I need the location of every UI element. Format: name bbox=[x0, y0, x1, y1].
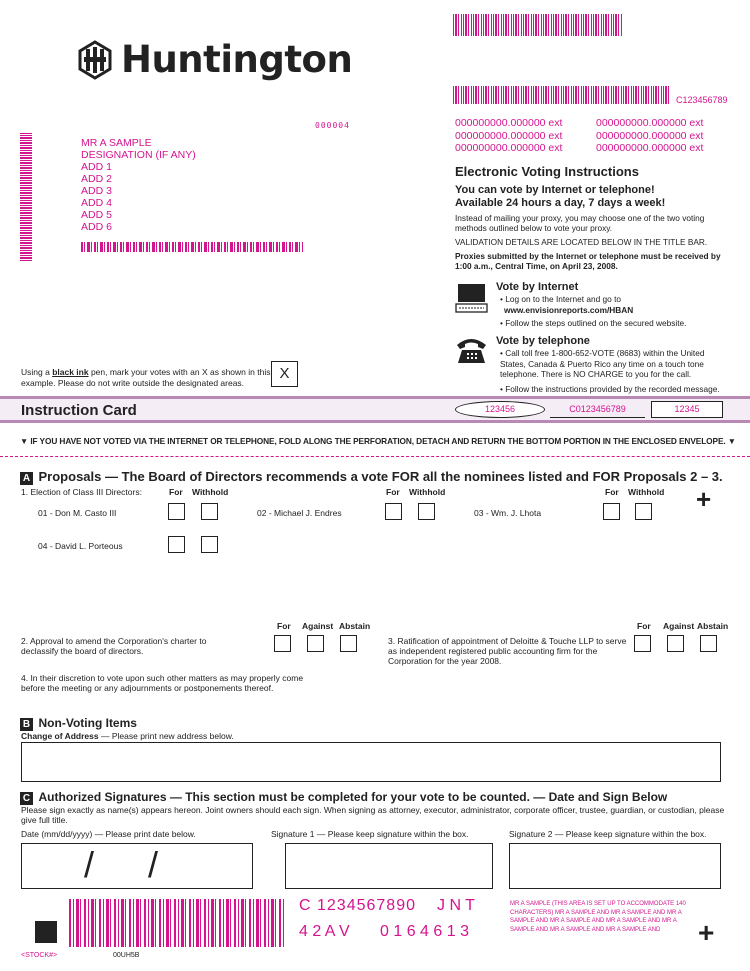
telephone-icon bbox=[455, 336, 488, 364]
date-field[interactable] bbox=[21, 843, 253, 889]
nominee-2: 02 - Michael J. Endres bbox=[257, 508, 342, 518]
p2-col-abstain: Abstain bbox=[339, 621, 371, 631]
brand-logo bbox=[75, 38, 352, 81]
p3-col-for: For bbox=[637, 621, 651, 631]
ink-note-post: pen, mark your votes with an X as shown in this example. Please do not write outside the designated areas. bbox=[21, 367, 271, 388]
title-code-box bbox=[550, 401, 645, 418]
title-code-oval bbox=[455, 401, 545, 418]
evi-para1: Instead of mailing your proxy, you may choose one of the two voting methods outlined below to vote your proxy. bbox=[455, 213, 705, 233]
date-slash-2: / bbox=[148, 844, 159, 885]
evi-line2: Available 24 hours a day, 7 days a week! bbox=[455, 197, 666, 209]
ext-number: 000000000.000000 ext bbox=[455, 129, 563, 142]
ink-note-pre: Using a bbox=[21, 367, 53, 377]
footer-code-1: C 1234567890 bbox=[299, 897, 416, 914]
ext-numbers-right bbox=[596, 117, 703, 155]
barcode-2 bbox=[453, 86, 669, 104]
nominee-3-withhold-checkbox[interactable] bbox=[635, 503, 652, 520]
nominee-4-for-checkbox[interactable] bbox=[168, 536, 185, 553]
proposal-2-for-checkbox[interactable] bbox=[274, 635, 291, 652]
proposal-4: 4. In their discretion to vote upon such other matters as may properly come before the meeting or any adjournments or postponements thereof. bbox=[21, 673, 304, 693]
address-line: ADD 2 bbox=[81, 173, 112, 185]
nominee-3-for-checkbox[interactable] bbox=[603, 503, 620, 520]
address-line: ADD 1 bbox=[81, 161, 112, 173]
proposal-3-abstain-checkbox[interactable] bbox=[700, 635, 717, 652]
section-c-instructions: Please sign exactly as name(s) appears hereon. Joint owners should each sign. When signing as attorney, executor, administrator, corporate officer, trustee, guardian, or custodian, please give full title. bbox=[21, 805, 725, 825]
internet-block bbox=[496, 281, 731, 328]
change-address-text: — Please print new address below. bbox=[98, 731, 234, 741]
internet-bullet-2: • Follow the steps outlined on the secured website. bbox=[500, 318, 687, 328]
proposal-2-against-checkbox[interactable] bbox=[307, 635, 324, 652]
col-withhold-3: Withhold bbox=[628, 487, 665, 497]
ext-number: 000000000.000000 ext bbox=[596, 142, 704, 154]
date-label: Date (mm/dd/yyyy) — Please print date below. bbox=[21, 829, 196, 839]
p3-col-against: Against bbox=[663, 621, 695, 631]
nominee-2-for-checkbox[interactable] bbox=[385, 503, 402, 520]
sig2-label: Signature 2 — Please keep signature within the box. bbox=[509, 829, 707, 839]
phone-bullet-1: • Call toll free 1-800-652-VOTE (8683) within the United States, Canada & Puerto Rico any time on a touch tone telephone. There is NO CHARGE to you for the call. bbox=[500, 348, 705, 379]
footer-barcode bbox=[69, 899, 284, 947]
ext-numbers-left bbox=[455, 117, 562, 155]
footer-code-jnt: J N T bbox=[437, 897, 475, 914]
footer-plus: + bbox=[698, 917, 715, 948]
nominee-1-withhold-checkbox[interactable] bbox=[201, 503, 218, 520]
title-label: Instruction Card bbox=[21, 402, 137, 419]
ext-number: 000000000.000000 ext bbox=[596, 117, 704, 129]
example-mark-box bbox=[271, 361, 298, 387]
title-bar bbox=[0, 396, 750, 430]
ink-note bbox=[21, 367, 271, 388]
ink-note-link: black ink bbox=[52, 367, 89, 377]
nominee-1: 01 - Don M. Casto III bbox=[38, 508, 117, 518]
nominee-3: 03 - Wm. J. Lhota bbox=[474, 508, 542, 518]
change-address-label bbox=[21, 731, 234, 741]
title-code-2: C0123456789 bbox=[569, 404, 626, 414]
ext-number: 000000000.000000 ext bbox=[455, 117, 563, 129]
address-line: DESIGNATION (IF ANY) bbox=[81, 149, 196, 161]
proposal-3: 3. Ratification of appointment of Deloitte & Touche LLP to serve as independent registered public accounting firm for the Corporation for the year 2008. bbox=[388, 636, 627, 666]
phone-block bbox=[496, 335, 731, 394]
ext-number: 000000000.000000 ext bbox=[455, 142, 563, 154]
date-slash-1: / bbox=[84, 844, 95, 885]
phone-bullet-2: • Follow the instructions provided by the recorded message. bbox=[500, 383, 720, 394]
seq-code: 000004 bbox=[315, 121, 350, 130]
p2-col-against: Against bbox=[302, 621, 334, 631]
evi-para3: Proxies submitted by the Internet or telephone must be received by 1:00 a.m., Central Time, on April 23, 2008. bbox=[455, 251, 721, 271]
brand-name: Huntington bbox=[121, 38, 353, 81]
plus-mark: + bbox=[696, 484, 712, 514]
p3-col-abstain: Abstain bbox=[697, 621, 729, 631]
election-label: 1. Election of Class III Directors: bbox=[21, 487, 142, 497]
postal-barcode bbox=[81, 242, 303, 252]
address-line: ADD 4 bbox=[81, 197, 112, 209]
footer-code-num: 0 1 6 4 6 1 3 bbox=[380, 923, 469, 940]
address-line: ADD 5 bbox=[81, 209, 112, 221]
section-a-title: Proposals — The Board of Directors recommends a vote FOR all the nominees listed and FOR Proposals 2 – 3. bbox=[38, 469, 723, 484]
address-line: ADD 3 bbox=[81, 185, 112, 197]
col-withhold-2: Withhold bbox=[409, 487, 446, 497]
proposal-2-abstain-checkbox[interactable] bbox=[340, 635, 357, 652]
evi-para2: VALIDATION DETAILS ARE LOCATED BELOW IN THE TITLE BAR. bbox=[455, 237, 708, 247]
internet-title: Vote by Internet bbox=[496, 281, 579, 293]
footer-sample-text: MR A SAMPLE (THIS AREA IS SET UP TO ACCOMMODATE 140 CHARACTERS) MR A SAMPLE AND MR A SAMPLE AND MR A SAMPLE AND MR A SAMPLE AND MR A SAMPLE AND MR A SAMPLE AND MR A SAMPLE AND MR A SAMPLE AND bbox=[510, 901, 686, 933]
section-c-title: Authorized Signatures — This section must be completed for your vote to be counted. — Date and Sign Below bbox=[38, 790, 668, 804]
footer-code-2: 4 2 A V bbox=[299, 923, 350, 940]
evi-block bbox=[455, 164, 730, 271]
section-b-letter: B bbox=[20, 718, 33, 731]
col-withhold-1: Withhold bbox=[192, 487, 229, 497]
stock-label: <STOCK#> bbox=[21, 952, 58, 959]
computer-icon bbox=[455, 283, 488, 313]
address-line: MR A SAMPLE bbox=[81, 137, 152, 149]
signature-1-field[interactable] bbox=[285, 843, 493, 889]
evi-line1: You can vote by Internet or telephone! bbox=[455, 184, 655, 196]
proposal-3-against-checkbox[interactable] bbox=[667, 635, 684, 652]
mailing-address bbox=[81, 137, 196, 233]
ext-number: 000000000.000000 ext bbox=[596, 129, 704, 142]
col-for-1: For bbox=[169, 487, 183, 497]
fold-notice: ▼ IF YOU HAVE NOT VOTED VIA THE INTERNET OR TELEPHONE, FOLD ALONG THE PERFORATION, DETACH AND RETURN THE BOTTOM PORTION IN THE ENCLOSED ENVELOPE. ▼ bbox=[20, 436, 736, 446]
perforation-line bbox=[0, 456, 750, 457]
section-c-letter: C bbox=[20, 792, 33, 805]
internet-url[interactable]: www.envisionreports.com/HBAN bbox=[504, 305, 634, 315]
nominee-2-withhold-checkbox[interactable] bbox=[418, 503, 435, 520]
huntington-logo-icon bbox=[75, 40, 115, 80]
top-barcode bbox=[453, 14, 623, 36]
section-a-header bbox=[20, 469, 740, 485]
col-for-3: For bbox=[605, 487, 619, 497]
title-code-1: 123456 bbox=[484, 404, 516, 414]
section-a-letter: A bbox=[20, 472, 33, 485]
p2-col-for: For bbox=[277, 621, 291, 631]
title-code-3: 12345 bbox=[674, 404, 700, 414]
proposal-2: 2. Approval to amend the Corporation's charter to declassify the board of directors. bbox=[21, 636, 207, 656]
evi-title: Electronic Voting Instructions bbox=[455, 164, 639, 179]
internet-bullet-1: • Log on to the Internet and go to bbox=[500, 294, 621, 304]
example-mark: X bbox=[279, 365, 290, 382]
nominee-1-for-checkbox[interactable] bbox=[168, 503, 185, 520]
black-square bbox=[35, 921, 57, 943]
address-line: ADD 6 bbox=[81, 221, 112, 233]
section-b-header bbox=[20, 716, 137, 731]
sig1-label: Signature 1 — Please keep signature within the box. bbox=[271, 829, 469, 839]
title-code-3-box bbox=[651, 401, 723, 418]
change-address-title: Change of Address bbox=[21, 731, 99, 741]
col-for-2: For bbox=[386, 487, 400, 497]
signature-2-field[interactable] bbox=[509, 843, 721, 889]
nominee-4-withhold-checkbox[interactable] bbox=[201, 536, 218, 553]
nominee-4: 04 - David L. Porteous bbox=[38, 541, 123, 551]
side-barcode bbox=[20, 133, 32, 261]
proposal-3-for-checkbox[interactable] bbox=[634, 635, 651, 652]
section-b-title: Non-Voting Items bbox=[38, 716, 137, 730]
section-c-header bbox=[20, 790, 745, 805]
stock-code: 00UH5B bbox=[113, 952, 140, 959]
phone-title: Vote by telephone bbox=[496, 335, 590, 347]
top-code: C123456789 bbox=[676, 95, 728, 105]
change-address-field[interactable] bbox=[21, 742, 721, 782]
